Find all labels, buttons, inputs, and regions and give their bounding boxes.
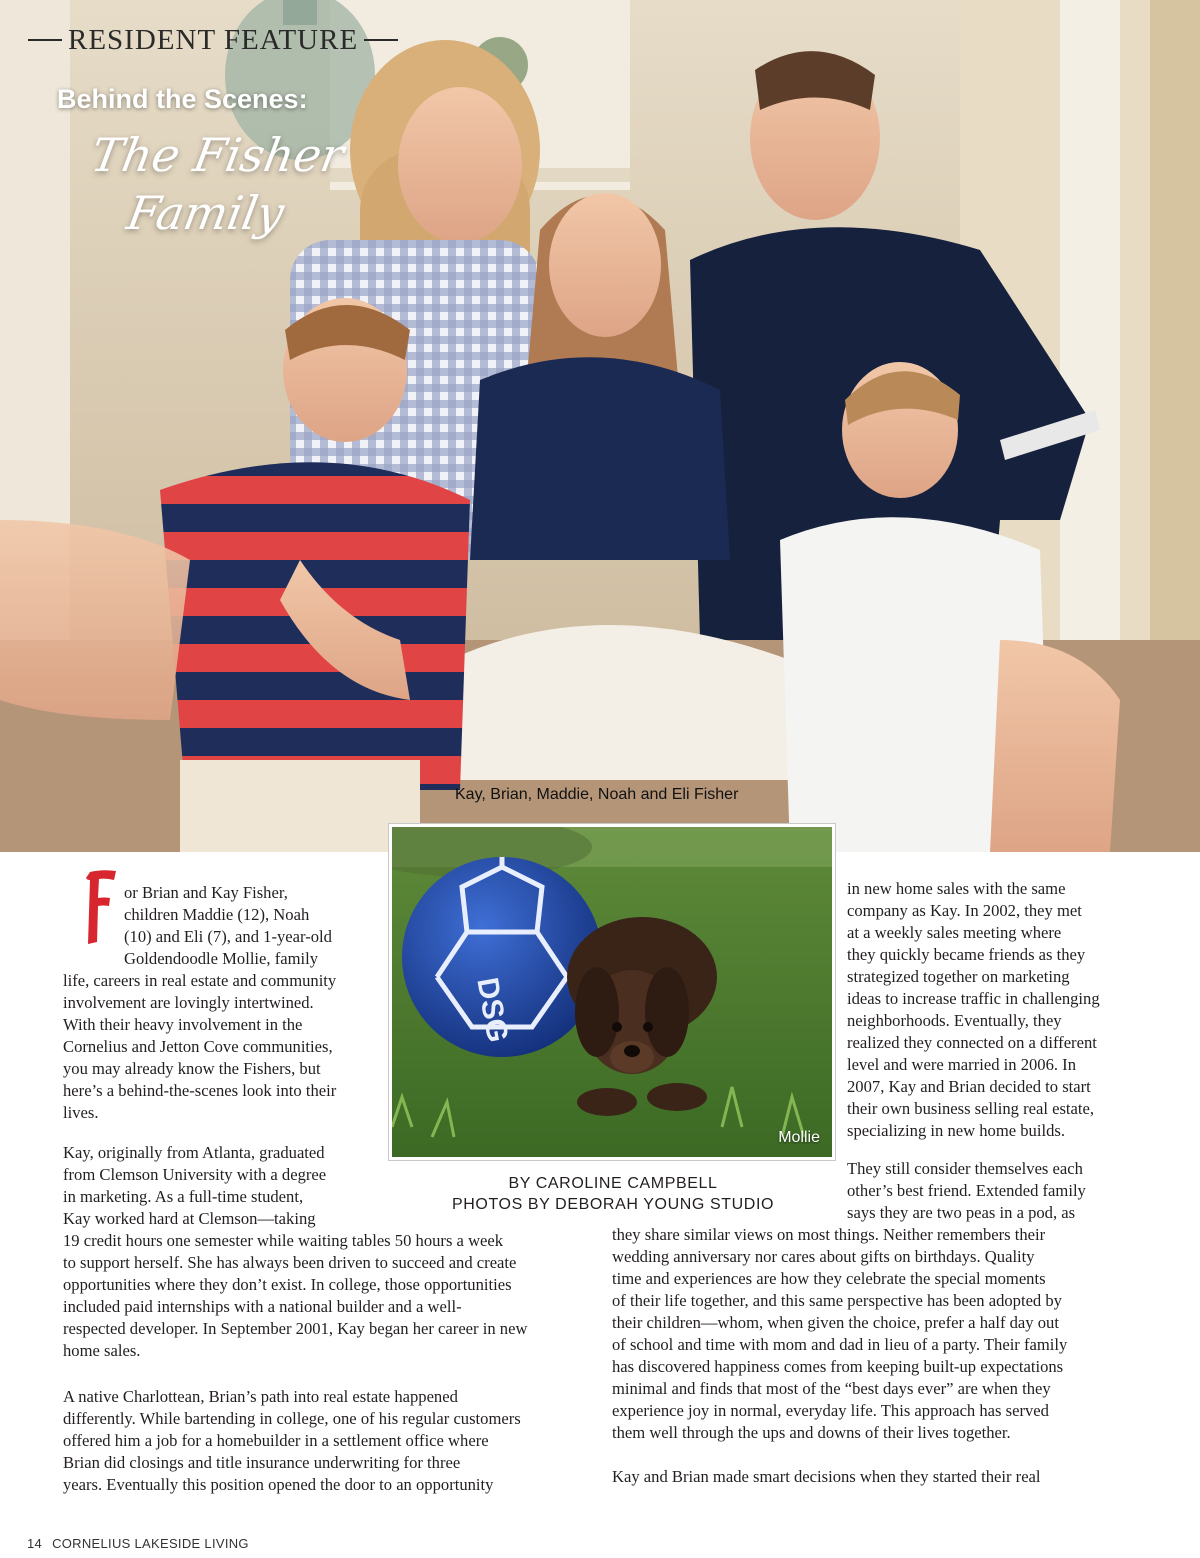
byline [428, 1173, 798, 1215]
headline: Behind the Scenes: [57, 84, 308, 114]
text-line: opportunities where they don’t exist. In college, those opportunities [63, 1275, 512, 1294]
paragraph-2 [63, 1142, 326, 1230]
text-line: With their heavy involvement in the [63, 1015, 303, 1034]
text-line: time and experiences are how they celebrate the special moments [612, 1269, 1046, 1288]
text-line: from Clemson University with a degree [63, 1165, 327, 1184]
text-line: A native Charlottean, Brian’s path into real estate happened [63, 1387, 458, 1406]
text-line: respected developer. In September 2001, Kay began her career in new [63, 1319, 528, 1338]
drop-cap-letter: F [84, 866, 85, 867]
inset-photo [389, 824, 835, 1160]
paragraph-2-continued [63, 1230, 527, 1362]
text-line: they quickly became friends as they [847, 945, 1086, 964]
text-line: them well through the ups and downs of their lives together. [612, 1423, 1011, 1442]
text-line: Goldendoodle Mollie, family [124, 949, 319, 968]
script-title-line-1: The Fisher [87, 128, 348, 182]
text-line: (10) and Eli (7), and 1-year-old [124, 927, 332, 946]
text-line: wedding anniversary nor cares about gifts on birthdays. Quality [612, 1247, 1035, 1266]
dog-and-ball-illustration [392, 827, 832, 1157]
text-line: Cornelius and Jetton Cove communities, [63, 1037, 333, 1056]
text-line: to support herself. She has always been driven to succeed and create [63, 1253, 517, 1272]
hero-photo-caption: Kay, Brian, Maddie, Noah and Eli Fisher [455, 786, 739, 803]
text-line: years. Eventually this position opened the door to an opportunity [63, 1475, 494, 1494]
text-line: Kay and Brian made smart decisions when they started their real [612, 1467, 1041, 1486]
paragraph-1 [63, 970, 336, 1124]
text-line: Kay worked hard at Clemson—taking [63, 1209, 316, 1228]
text-line: life, careers in real estate and community [63, 971, 337, 990]
text-line: differently. While bartending in college, one of his regular customers [63, 1409, 521, 1428]
publication-name: CORNELIUS LAKESIDE LIVING [52, 1536, 249, 1551]
drop-cap [84, 866, 118, 946]
text-line: their children—whom, when given the choice, prefer a half day out [612, 1313, 1059, 1332]
paragraph-6 [612, 1466, 1041, 1488]
text-line: strategized together on marketing [847, 967, 1070, 986]
section-kicker [22, 24, 404, 57]
text-line: you may already know the Fishers, but [63, 1059, 321, 1078]
text-line: specializing in new home builds. [847, 1121, 1065, 1140]
text-line: they share similar views on most things. Neither remembers their [612, 1225, 1046, 1244]
text-line: experience joy in normal, everyday life. This approach has served [612, 1401, 1049, 1420]
text-line: 2007, Kay and Brian decided to start [847, 1077, 1091, 1096]
text-line: in marketing. As a full-time student, [63, 1187, 304, 1206]
script-title-line-2: Family [123, 186, 289, 240]
text-line: in new home sales with the same [847, 879, 1066, 898]
page-footer [27, 1536, 249, 1551]
text-line: or Brian and Kay Fisher, [124, 883, 288, 902]
text-line: their own business selling real estate, [847, 1099, 1095, 1118]
paragraph-1-indented [124, 882, 332, 970]
kicker-text: RESIDENT FEATURE [68, 24, 359, 56]
text-line: lives. [63, 1103, 99, 1122]
inset-photo-caption: Mollie [778, 1129, 820, 1146]
text-line: included paid internships with a national builder and a well- [63, 1297, 462, 1316]
paragraph-3 [63, 1386, 521, 1496]
text-line: realized they connected on a different [847, 1033, 1097, 1052]
text-line: offered him a job for a homebuilder in a settlement office where [63, 1431, 489, 1450]
text-line: Brian did closings and title insurance underwriting for three [63, 1453, 461, 1472]
text-line: neighborhoods. Eventually, they [847, 1011, 1062, 1030]
text-line: says they are two peas in a pod, as [847, 1203, 1076, 1222]
text-line: children Maddie (12), Noah [124, 905, 310, 924]
text-line: of their life together, and this same perspective has been adopted by [612, 1291, 1062, 1310]
paragraph-5 [847, 1158, 1086, 1224]
byline-author: BY CAROLINE CAMPBELL [508, 1175, 718, 1192]
paragraph-4 [847, 878, 1100, 1142]
text-line: here’s a behind-the-scenes look into their [63, 1081, 337, 1100]
text-line: ideas to increase traffic in challenging [847, 989, 1100, 1008]
text-line: of school and time with mom and dad in lieu of a party. Their family [612, 1335, 1068, 1354]
paragraph-5-continued [612, 1224, 1067, 1444]
kicker-rule-left [28, 39, 62, 41]
text-line: involvement are lovingly intertwined. [63, 993, 314, 1012]
text-line: other’s best friend. Extended family [847, 1181, 1086, 1200]
text-line: company as Kay. In 2002, they met [847, 901, 1082, 920]
text-line: at a weekly sales meeting where [847, 923, 1062, 942]
text-line: has discovered happiness comes from keeping built-up expectations [612, 1357, 1064, 1376]
text-line: minimal and finds that most of the “best days ever” are when they [612, 1379, 1051, 1398]
ball-logo: DSG [470, 975, 515, 1045]
text-line: level and were married in 2006. In [847, 1055, 1076, 1074]
text-line: Kay, originally from Atlanta, graduated [63, 1143, 325, 1162]
page-number: 14 [27, 1536, 43, 1551]
text-line: 19 credit hours one semester while waiting tables 50 hours a week [63, 1231, 504, 1250]
byline-photos: PHOTOS BY DEBORAH YOUNG STUDIO [451, 1196, 775, 1213]
text-line: home sales. [63, 1341, 141, 1360]
kicker-rule-right [364, 39, 398, 41]
text-line: They still consider themselves each [847, 1159, 1083, 1178]
